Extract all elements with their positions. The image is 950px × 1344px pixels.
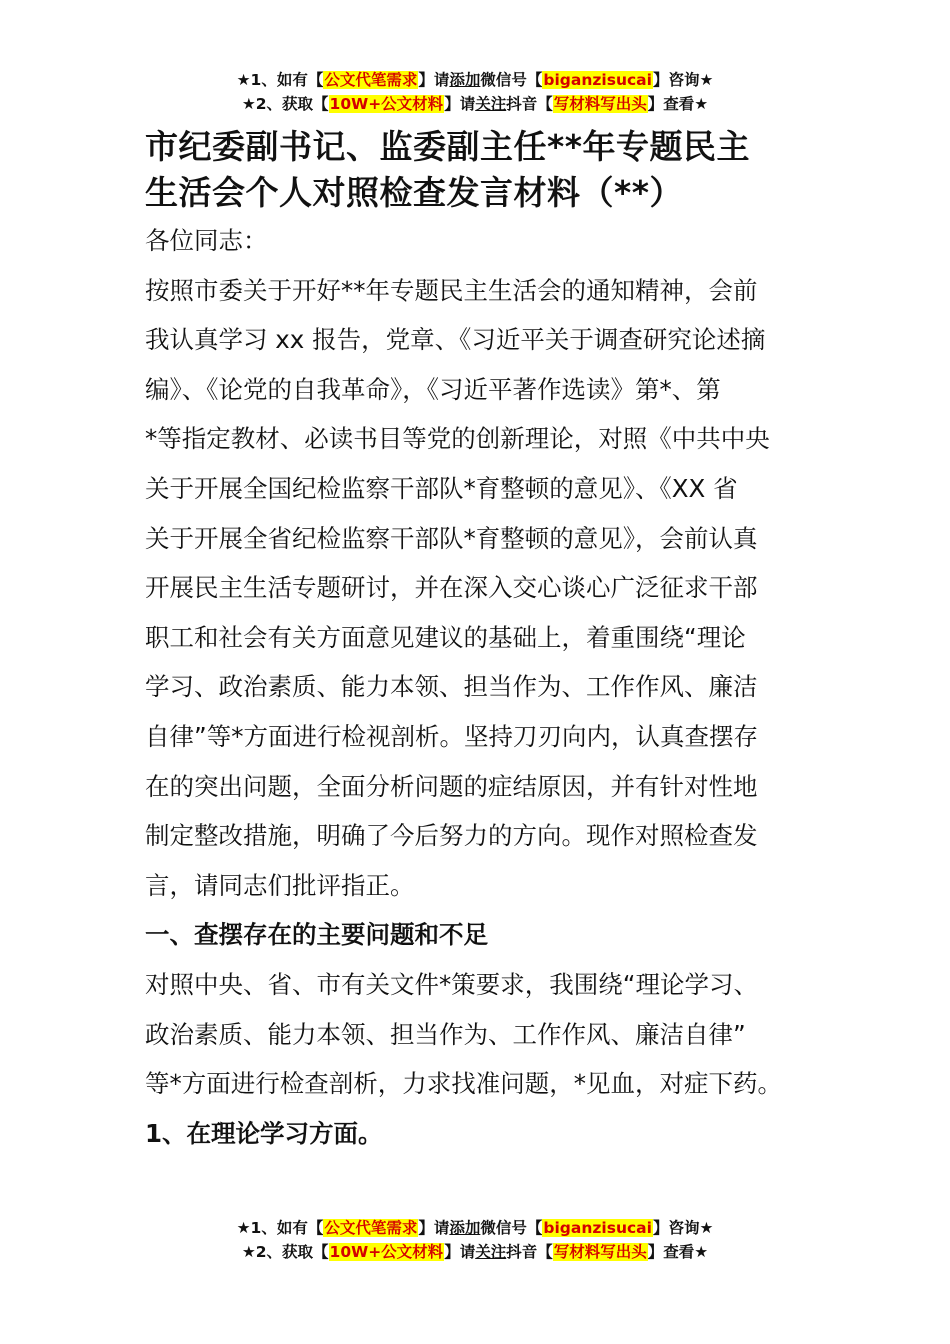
- banner-underlined-text: 关注: [475, 1243, 507, 1261]
- banner-text: 】查看★: [647, 1243, 709, 1261]
- banner-line-1: [0, 68, 950, 92]
- banner-text: 】请: [418, 1219, 450, 1237]
- title-line: 生活会个人对照检查发言材料（**）: [145, 173, 684, 212]
- banner-text: 抖音【: [506, 95, 553, 113]
- section-heading: 一、查摆存在的主要问题和不足: [145, 920, 488, 950]
- banner-text: 】咨询★: [652, 71, 714, 89]
- banner-text: ★2、获取【: [241, 1243, 329, 1261]
- intro-paragraph: [145, 266, 810, 911]
- text-line: 我认真学习 xx 报告，党章、《习近平关于调查研究论述摘: [145, 325, 766, 355]
- document-body: [145, 124, 810, 1158]
- text-line: 学习、政治素质、能力本领、担当作为、工作作风、廉洁: [145, 672, 758, 702]
- banner-line-2: [0, 92, 950, 116]
- text-line: *等指定教材、必读书目等党的创新理论，对照《中共中央: [145, 424, 770, 454]
- banner-text: ★2、获取【: [241, 95, 329, 113]
- banner-highlight: 公文代笔需求: [324, 1219, 418, 1237]
- text-line: 关于开展全国纪检监察干部队*育整顿的意见》、《XX 省: [145, 473, 738, 503]
- text-line: 按照市委关于开好**年专题民主生活会的通知精神，会前: [145, 275, 758, 305]
- text-line: 对照中央、省、市有关文件*策要求，我围绕“理论学习、: [145, 969, 758, 999]
- text-line: 编》、《论党的自我革命》，《习近平著作选读》第*、第: [145, 374, 721, 404]
- banner-wechat-id: biganzisucai: [543, 71, 652, 89]
- text-line: 制定整改措施，明确了今后努力的方向。现作对照检查发: [145, 821, 758, 851]
- text-line: 言，请同志们批评指正。: [145, 870, 415, 900]
- subsection-heading: 1、在理论学习方面。: [145, 1118, 383, 1148]
- banner-highlight: 10W+公文材料: [329, 1243, 444, 1261]
- banner-text: 微信号【: [480, 71, 543, 89]
- banner-line-2: [0, 1240, 950, 1264]
- text-line: 在的突出问题，全面分析问题的症结原因，并有针对性地: [145, 771, 758, 801]
- footer-banner: [0, 1216, 950, 1264]
- salutation: 各位同志：: [145, 226, 268, 255]
- text-line: 自律”等*方面进行检视剖析。坚持刀刃向内，认真查摆存: [145, 721, 758, 751]
- banner-text: ★1、如有【: [236, 1219, 324, 1237]
- banner-line-1: [0, 1216, 950, 1240]
- banner-text: 】咨询★: [652, 1219, 714, 1237]
- section-paragraph: [145, 960, 810, 1109]
- header-banner: [0, 68, 950, 116]
- banner-underlined-text: 添加: [449, 1219, 481, 1237]
- text-line: 职工和社会有关方面意见建议的基础上，着重围绕“理论: [145, 622, 746, 652]
- text-line: 开展民主生活专题研讨，并在深入交心谈心广泛征求干部: [145, 573, 758, 603]
- text-line: 政治素质、能力本领、担当作为、工作作风、廉洁自律”: [145, 1019, 746, 1049]
- banner-underlined-text: 关注: [475, 95, 507, 113]
- banner-text: 】查看★: [647, 95, 709, 113]
- banner-text: ★1、如有【: [236, 71, 324, 89]
- banner-highlight: 写材料写出头: [553, 95, 647, 113]
- banner-text: 】请: [444, 95, 476, 113]
- text-line: 关于开展全省纪检监察干部队*育整顿的意见》，会前认真: [145, 523, 758, 553]
- banner-text: 微信号【: [480, 1219, 543, 1237]
- text-line: 等*方面进行检查剖析，力求找准问题，*见血，对症下药。: [145, 1069, 782, 1099]
- banner-highlight: 写材料写出头: [553, 1243, 647, 1261]
- banner-text: 抖音【: [506, 1243, 553, 1261]
- banner-highlight: 公文代笔需求: [324, 71, 418, 89]
- banner-highlight: 10W+公文材料: [329, 95, 444, 113]
- banner-text: 】请: [418, 71, 450, 89]
- banner-underlined-text: 添加: [449, 71, 481, 89]
- banner-text: 】请: [444, 1243, 476, 1261]
- document-title: [145, 124, 810, 216]
- banner-wechat-id: biganzisucai: [543, 1219, 652, 1237]
- title-line: 市纪委副书记、监委副主任**年专题民主: [145, 127, 751, 166]
